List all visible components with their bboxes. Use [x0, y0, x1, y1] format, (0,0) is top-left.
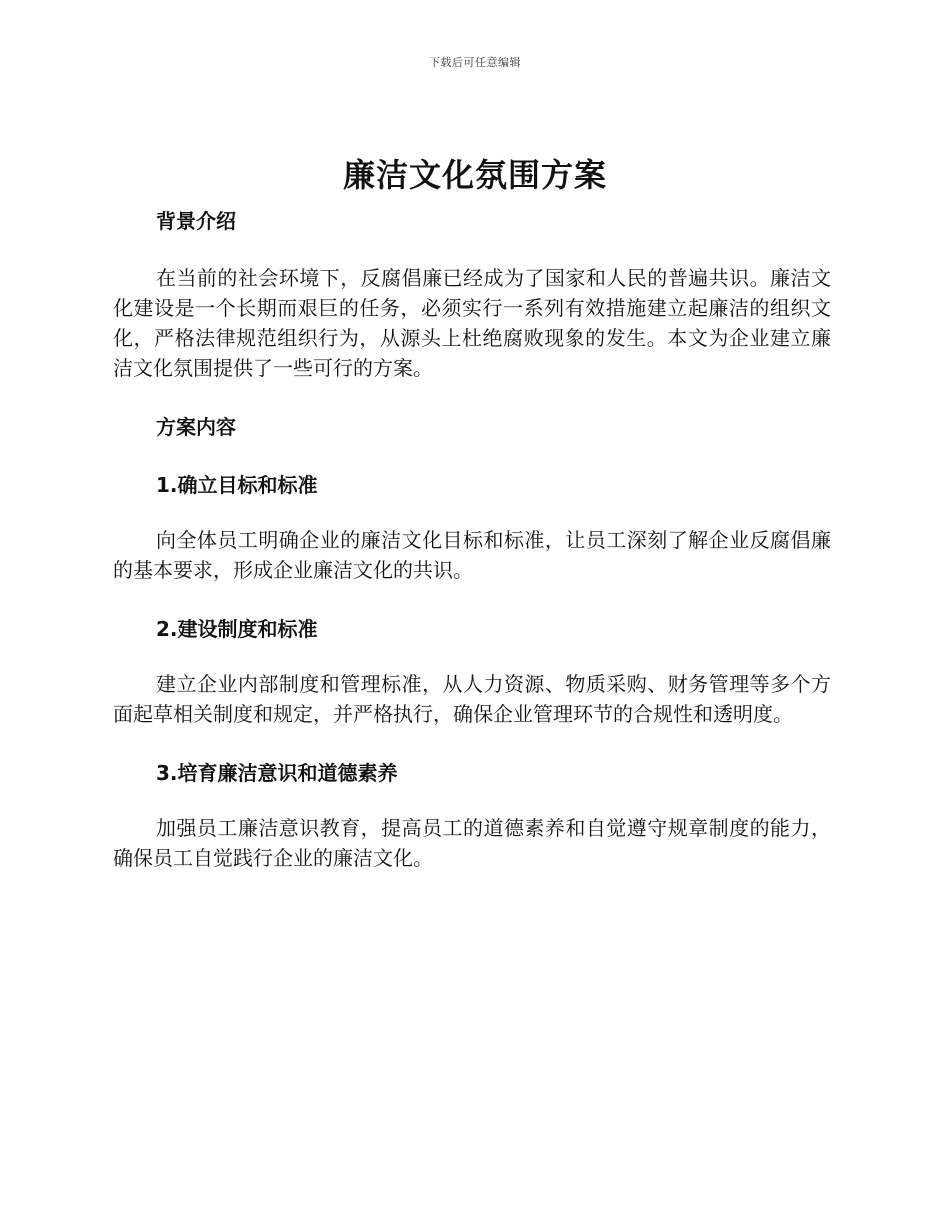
document-title: 廉洁文化氛围方案	[342, 156, 607, 194]
document-body	[113, 205, 831, 873]
section-background	[113, 205, 831, 383]
section-heading: 背景介绍	[156, 209, 236, 233]
section-awareness	[113, 757, 831, 873]
section-paragraph: 加强员工廉洁意识教育，提高员工的道德素养和自觉遵守规章制度的能力，确保员工自觉践行企业的廉洁文化。	[113, 816, 831, 870]
section-heading: 方案内容	[156, 415, 236, 439]
section-plan-content	[113, 411, 831, 443]
section-paragraph: 向全体员工明确企业的廉洁文化目标和标准，让员工深刻了解企业反腐倡廉的基本要求，形成企业廉洁文化的共识。	[113, 528, 831, 582]
section-heading: 2.建设制度和标准	[156, 617, 318, 641]
section-systems	[113, 613, 831, 729]
section-heading: 3.培育廉洁意识和道德素养	[156, 761, 398, 785]
section-paragraph: 建立企业内部制度和管理标准，从人力资源、物质采购、财务管理等多个方面起草相关制度和规定，并严格执行，确保企业管理环节的合规性和透明度。	[113, 672, 831, 726]
section-paragraph: 在当前的社会环境下，反腐倡廉已经成为了国家和人民的普遍共识。廉洁文化建设是一个长期而艰巨的任务，必须实行一系列有效措施建立起廉洁的组织文化，严格法律规范组织行为，从源头上杜绝腐败现象的发生。本文为企业建立廉洁文化氛围提供了一些可行的方案。	[113, 266, 831, 380]
section-goals	[113, 469, 831, 585]
section-heading: 1.确立目标和标准	[156, 473, 318, 497]
header-note: 下载后可任意编辑	[429, 56, 521, 69]
